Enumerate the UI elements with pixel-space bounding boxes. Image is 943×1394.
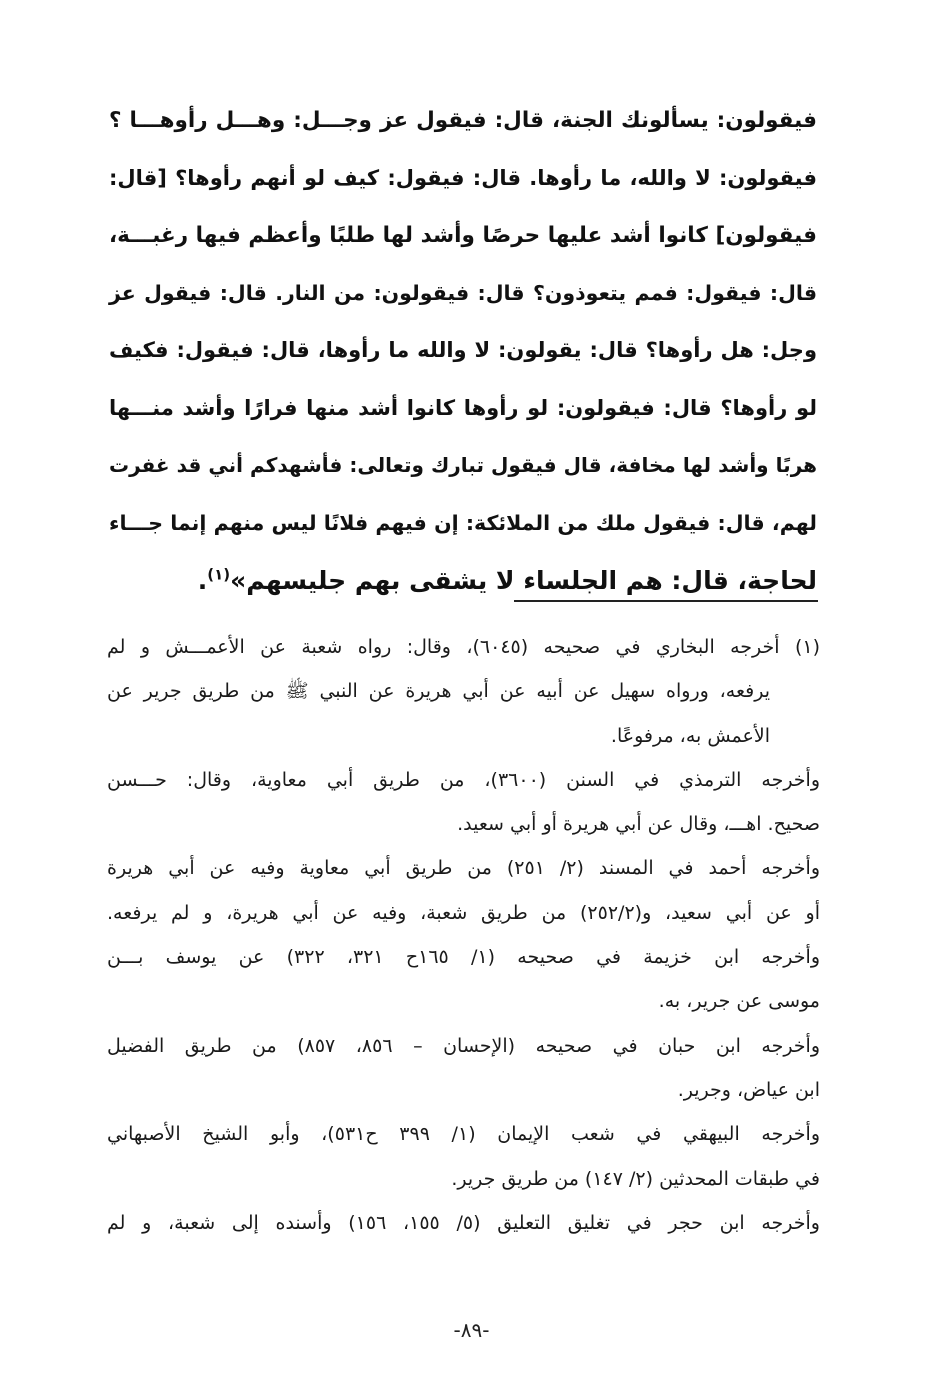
footnotes xyxy=(107,625,820,1245)
body-line-2: فيقولون: لا والله، ما رأوها. قال: فيقول: كيف لو أنهم رأوها؟ [قال: xyxy=(109,165,817,190)
body-line-3: فيقولون] كانوا أشد عليها حرصًا وأشد لها طلبًا وأعظم فيها رغبـــة، xyxy=(109,223,817,248)
footnote-line-7: أو عن أبي سعيد، و(٢٥٢/٢) من طريق شعبة، وفيه عن أبي هريرة، و لم يرفعه. xyxy=(107,901,820,924)
footnote-line-1: (١) أخرجه البخاري في صحيحه (٦٠٤٥)، وقال: رواه شعبة عن الأعمـــش و لم xyxy=(107,636,820,658)
body-line-7: هربًا وأشد لها مخافة، قال فيقول تبارك وتعالى: فأشهدكم أني قد غفرت xyxy=(109,453,817,477)
footnote-line-13: في طبقات المحدثين (٢/ ١٤٧) من طريق جرير. xyxy=(451,1167,820,1190)
footnote-line-14: وأخرجه ابن حجر في تغليق التعليق (٥/ ١٥٥، ١٥٦) وأسنده إلى شعبة، و لم xyxy=(107,1211,820,1234)
footnote-line-10: وأخرجه ابن حبان في صحيحه (الإحسان – ٨٥٦، ٨٥٧) من طريق الفضيل xyxy=(107,1034,821,1057)
body-line-4: قال: فيقول: فمم يتعوذون؟ قال: فيقولون: من النار. قال: فيقول عز xyxy=(109,280,817,305)
footnote-line-9: موسى عن جرير، به. xyxy=(658,990,820,1013)
footnote-line-2: يرفعه، ورواه سهيل عن أبيه عن أبي هريرة عن النبي ﷺ من طريق جرير عن xyxy=(107,680,770,703)
footnote-line-12: وأخرجه البيهقي في شعب الإيمان (١/ ٣٩٩ ح٥٣١)، وأبو الشيخ الأصبهاني xyxy=(107,1123,820,1146)
footnote-line-11: ابن عياض، وجرير. xyxy=(677,1078,820,1101)
end-period: . xyxy=(197,566,208,595)
footnote-separator xyxy=(514,600,818,602)
body-line-6: لو رأوها؟ قال: فيقولون: لو رأوها كانوا أشد منها فرارًا وأشد منـــها xyxy=(109,395,817,420)
page-number: -٨٩- xyxy=(453,1318,490,1342)
footnote-line-5: صحيح. اهـــ، وقال عن أبي هريرة أو أبي سعيد. xyxy=(457,813,820,836)
footnote-line-8: وأخرجه ابن خزيمة في صحيحه (١/ ١٦٥ح ٣٢١، ٣٢٢) عن يوسف بـــن xyxy=(107,946,820,969)
footnote-line-6: وأخرجه أحمد في المسند (٢/ ٢٥١) من طريق أبي معاوية وفيه عن أبي هريرة xyxy=(107,857,821,880)
body-line-1: فيقولون: يسألونك الجنة، قال: فيقول عز وجـــل: وهـــل رأوهـــا ؟ xyxy=(109,108,817,133)
body-line-5: وجل: هل رأوها؟ قال: يقولون: لا والله ما رأوها، قال: فيقول: فكيف xyxy=(109,338,817,362)
body-line-9-text: لحاجة، قال: هم الجلساء لا يشقى بهم جليسهم» xyxy=(230,566,817,595)
body-line-8: لهم، قال: فيقول ملك من الملائكة: إن فيهم فلانًا ليس منهم إنما جـــاء xyxy=(109,510,817,535)
footnote-line-3: الأعمش به، مرفوعًا. xyxy=(610,724,770,747)
footnote-line-4: وأخرجه الترمذي في السنن (٣٦٠٠)، من طريق أبي معاوية، وقال: حـــسن xyxy=(107,768,821,791)
footnote-reference: (١) xyxy=(207,565,231,584)
main-body-text xyxy=(109,92,817,610)
